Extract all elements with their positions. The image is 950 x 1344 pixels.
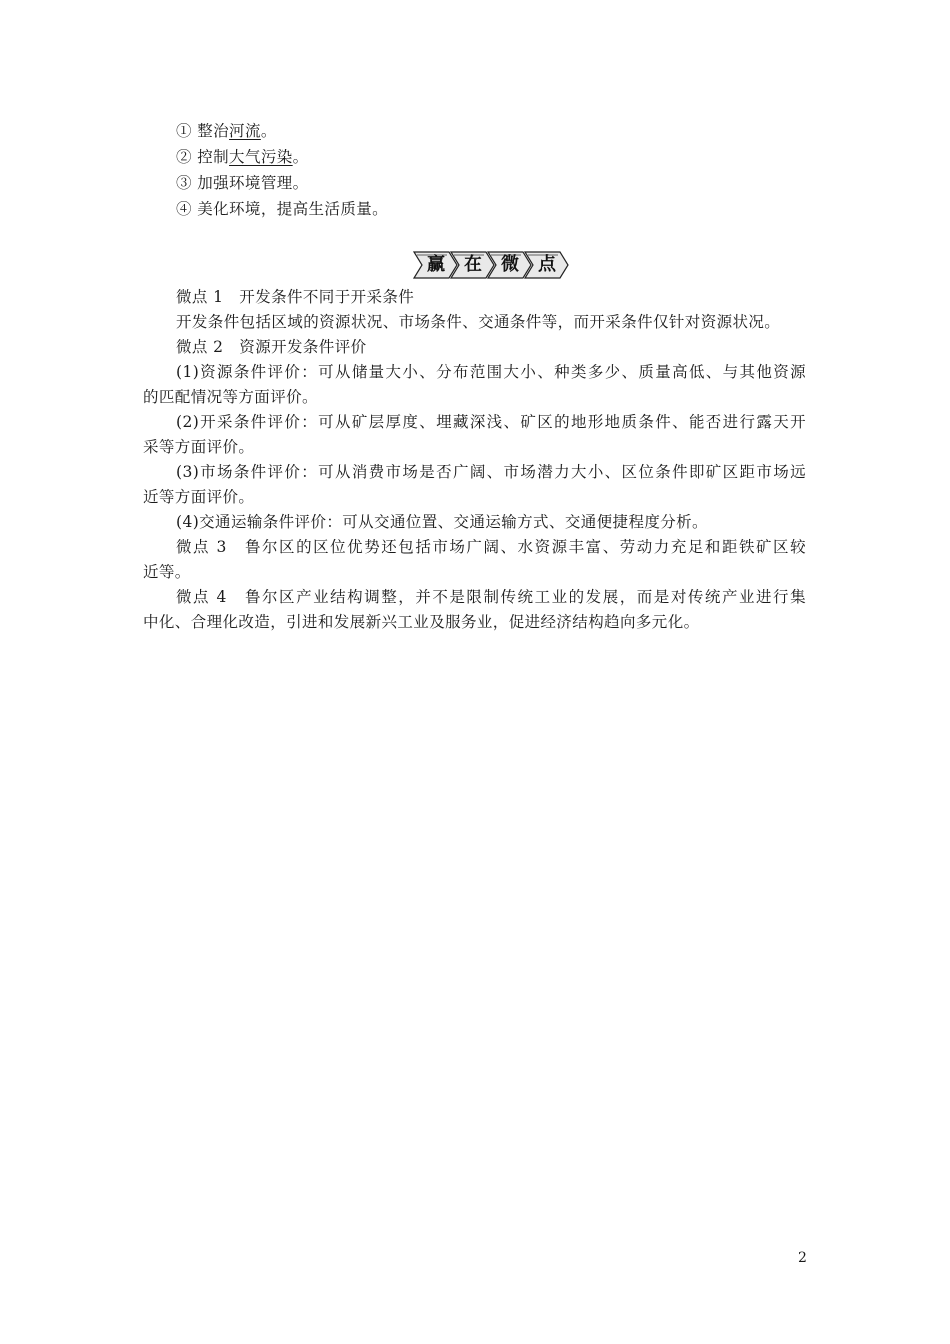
banner-char-4: 点: [538, 254, 556, 275]
point-3-line-1: 微点 3 鲁尔区的区位优势还包括市场广阔、水资源丰富、劳动力充足和距铁矿区较: [176, 538, 806, 556]
point-2-item-2-line-1: (2)开采条件评价：可从矿层厚度、埋藏深浅、矿区的地形地质条件、能否进行露天开: [176, 413, 806, 431]
point-2-item-1-line-1: (1)资源条件评价：可从储量大小、分布范围大小、种类多少、质量高低、与其他资源: [176, 363, 806, 381]
point-2-item-4: (4)交通运输条件评价：可从交通位置、交通运输方式、交通便捷程度分析。: [176, 513, 708, 531]
item-text: 控制: [191, 148, 230, 166]
item-text: 整治: [191, 122, 230, 140]
section-banner: [413, 248, 569, 282]
banner-char-1: 赢: [427, 254, 445, 275]
list-item-2: [176, 147, 841, 167]
point-2-item-2-line-2: 采等方面评价。: [143, 438, 255, 456]
list-item-4: ④ 美化环境，提高生活质量。: [176, 200, 389, 218]
point-1-body: 开发条件包括区域的资源状况、市场条件、交通条件等，而开采条件仅针对资源状况。: [176, 313, 781, 331]
item-number: ②: [176, 148, 192, 166]
point-2-item-3-line-2: 近等方面评价。: [143, 488, 255, 506]
point-2-item-1-line-2: 的匹配情况等方面评价。: [143, 388, 318, 406]
list-item-3: ③ 加强环境管理。: [176, 174, 309, 192]
point-2-title: 微点 2 资源开发条件评价: [176, 338, 367, 356]
point-4-line-1: 微点 4 鲁尔区产业结构调整，并不是限制传统工业的发展，而是对传统产业进行集: [176, 588, 806, 606]
point-3-line-2: 近等。: [143, 563, 191, 581]
point-4-line-2: 中化、合理化改造，引进和发展新兴工业及服务业，促进经济结构趋向多元化。: [143, 613, 700, 631]
banner-char-3: 微: [501, 254, 519, 275]
list-item-1: [176, 121, 841, 141]
point-1-title: 微点 1 开发条件不同于开采条件: [176, 288, 415, 306]
point-2-item-3-line-1: (3)市场条件评价：可从消费市场是否广阔、市场潜力大小、区位条件即矿区距市场远: [176, 463, 806, 481]
item-number: ①: [176, 122, 192, 140]
underlined-term: 大气污染: [229, 148, 293, 166]
underlined-term: 河流: [229, 122, 261, 140]
page-number: 2: [798, 1250, 807, 1266]
item-text: 。: [292, 148, 309, 166]
banner-char-2: 在: [464, 254, 482, 275]
item-text: 。: [260, 122, 277, 140]
